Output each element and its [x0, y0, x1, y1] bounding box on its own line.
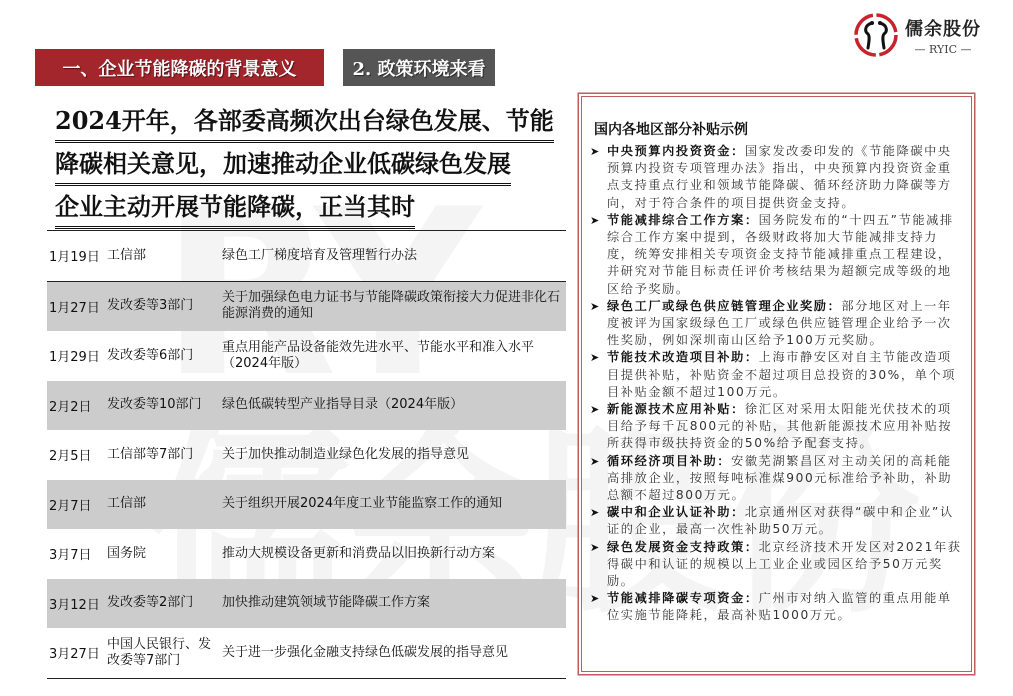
logo-name-en: — RYIC — [914, 42, 972, 56]
arrow-bullet-icon: ➤ [590, 351, 601, 365]
table-row [47, 331, 566, 381]
item-key: 节能减排降碳专项资金： [607, 591, 759, 606]
policy-title: 绿色工厂梯度培育及管理暂行办法 [222, 247, 418, 263]
list-item [590, 539, 962, 591]
item-text: 广州市对纳入监管的重点用能单位实施节能降耗，最高补贴1000万元。 [607, 591, 952, 623]
list-item [590, 349, 962, 401]
policy-department: 发改委等2部门 [107, 595, 194, 611]
policy-department: 国务院 [107, 545, 147, 561]
item-text: 上海市静安区对自主节能改造项目提供补贴，补贴资金不超过项目总投资的30%，单个项目补贴金额不超过100万元。 [607, 350, 957, 399]
item-key: 循环经济项目补助： [607, 453, 732, 468]
subsidy-examples-panel [581, 96, 972, 672]
item-key: 节能技术改造项目补助： [607, 350, 759, 365]
policy-date: 1月27日 [49, 300, 100, 316]
list-item [590, 453, 962, 505]
item-key: 新能源技术应用补贴： [607, 402, 745, 417]
policy-title: 绿色低碳转型产业指导目录（2024年版） [222, 397, 464, 413]
item-key: 绿色工厂或绿色供应链管理企业奖励： [607, 298, 842, 313]
subsection-title: 2. 政策环境来看 [352, 58, 486, 80]
list-item [590, 504, 962, 538]
item-text: 北京通州区对获得“碳中和企业”认证的企业，最高一次性补助50万元。 [607, 505, 954, 537]
table-row [47, 579, 566, 629]
table-row [47, 281, 566, 332]
logo-name-cn: 儒余股份 [905, 18, 981, 40]
table-row [47, 381, 566, 431]
table-row [47, 231, 566, 281]
table-row [47, 529, 566, 579]
panel-title: 国内各地区部分补贴示例 [594, 122, 748, 138]
subsidy-list [590, 143, 962, 625]
policy-department: 发改委等10部门 [107, 397, 202, 413]
list-item [590, 212, 962, 298]
policy-date: 1月19日 [49, 250, 100, 266]
section-title-bar [35, 49, 324, 86]
list-item [590, 401, 962, 453]
table-row [47, 430, 566, 480]
policy-title: 关于加强绿色电力证书与节能降碳政策衔接大力促进非化石能源消费的通知 [222, 290, 561, 322]
item-key: 节能减排综合工作方案： [607, 212, 759, 227]
item-text: 徐汇区对采用太阳能光伏技术的项目给予每千瓦800元的补贴，其他新能源技术应用补贴按所获得市级扶持资金的50%给予配套支持。 [607, 402, 953, 451]
headline-line-2: 降碳相关意见，加速推动企业低碳绿色发展 [55, 145, 511, 186]
policy-department: 工信部等7部门 [107, 446, 194, 462]
logo-mark-icon [853, 12, 899, 58]
policy-date: 3月12日 [49, 597, 100, 613]
item-text: 安徽芜湖繁昌区对主动关闭的高耗能高排放企业，按照每吨标准煤900元标准给予补助，补助总额不超过800万元。 [607, 453, 953, 503]
arrow-bullet-icon: ➤ [590, 299, 601, 313]
policy-department: 工信部 [107, 247, 147, 263]
policy-department: 中国人民银行、发改委等7部门 [107, 636, 212, 668]
policy-date: 3月27日 [49, 647, 100, 663]
item-key: 中央预算内投资资金： [607, 144, 745, 158]
arrow-bullet-icon: ➤ [590, 506, 601, 520]
arrow-bullet-icon: ➤ [590, 403, 601, 417]
arrow-bullet-icon: ➤ [590, 213, 601, 227]
policy-title: 推动大规模设备更新和消费品以旧换新行动方案 [222, 545, 496, 561]
policy-title: 关于加快推动制造业绿色化发展的指导意见 [222, 446, 470, 462]
item-text: 国家发改委印发的《节能降碳中央预算内投资专项管理办法》指出，中央预算内投资资金重点支持重点行业和领域节能降碳、循环经济助力降碳等方向，对于符合条件的项目提供资金支持。 [607, 144, 952, 210]
policy-timeline-table [47, 230, 566, 679]
policy-date: 3月7日 [49, 548, 92, 564]
arrow-bullet-icon: ➤ [590, 454, 601, 468]
policy-department: 发改委等3部门 [107, 298, 194, 314]
policy-date: 2月2日 [49, 399, 92, 415]
item-text: 北京经济技术开发区对2021年获得碳中和认证的规模以上工业企业或园区给予50万元奖励。 [607, 539, 962, 589]
policy-date: 2月7日 [49, 498, 92, 514]
table-row [47, 480, 566, 530]
headline-line-1: 2024开年，各部委高频次出台绿色发展、节能 [55, 102, 554, 143]
policy-title: 重点用能产品设备能效先进水平、节能水平和准入水平（2024年版） [222, 339, 535, 371]
item-key: 碳中和企业认证补助： [607, 505, 745, 520]
item-text: 国务院发布的“十四五”节能减排综合工作方案中提到，各级财政将加大节能减排支持力度，统筹安排相关专项资金支持节能减排重点工程建设，并研究对节能目标责任评价考核结果为超额完成等级的地区给予奖励。 [607, 212, 954, 296]
policy-date: 1月29日 [49, 350, 100, 366]
list-item [590, 590, 962, 624]
item-text: 部分地区对上一年度被评为国家级绿色工厂或绿色供应链管理企业给予一次性奖励，例如深圳南山区给予100万元奖励。 [607, 298, 952, 348]
policy-title: 关于组织开展2024年度工业节能监察工作的通知 [222, 496, 503, 512]
policy-department: 发改委等6部门 [107, 347, 194, 363]
company-logo [853, 12, 981, 58]
policy-title: 关于进一步强化金融支持绿色低碳发展的指导意见 [222, 644, 509, 660]
arrow-bullet-icon: ➤ [590, 145, 601, 158]
arrow-bullet-icon: ➤ [590, 540, 601, 554]
list-item [590, 143, 962, 212]
table-row [47, 628, 566, 678]
policy-department: 工信部 [107, 496, 147, 512]
page-headline [55, 102, 575, 231]
arrow-bullet-icon: ➤ [590, 592, 601, 606]
headline-line-3: 企业主动开展节能降碳，正当其时 [55, 188, 415, 229]
policy-title: 加快推动建筑领域节能降碳工作方案 [222, 595, 431, 611]
list-item [590, 298, 962, 350]
subsection-title-bar [343, 49, 495, 86]
item-key: 绿色发展资金支持政策： [607, 539, 759, 554]
policy-date: 2月5日 [49, 449, 92, 465]
section-title: 一、企业节能降碳的背景意义 [62, 58, 297, 80]
